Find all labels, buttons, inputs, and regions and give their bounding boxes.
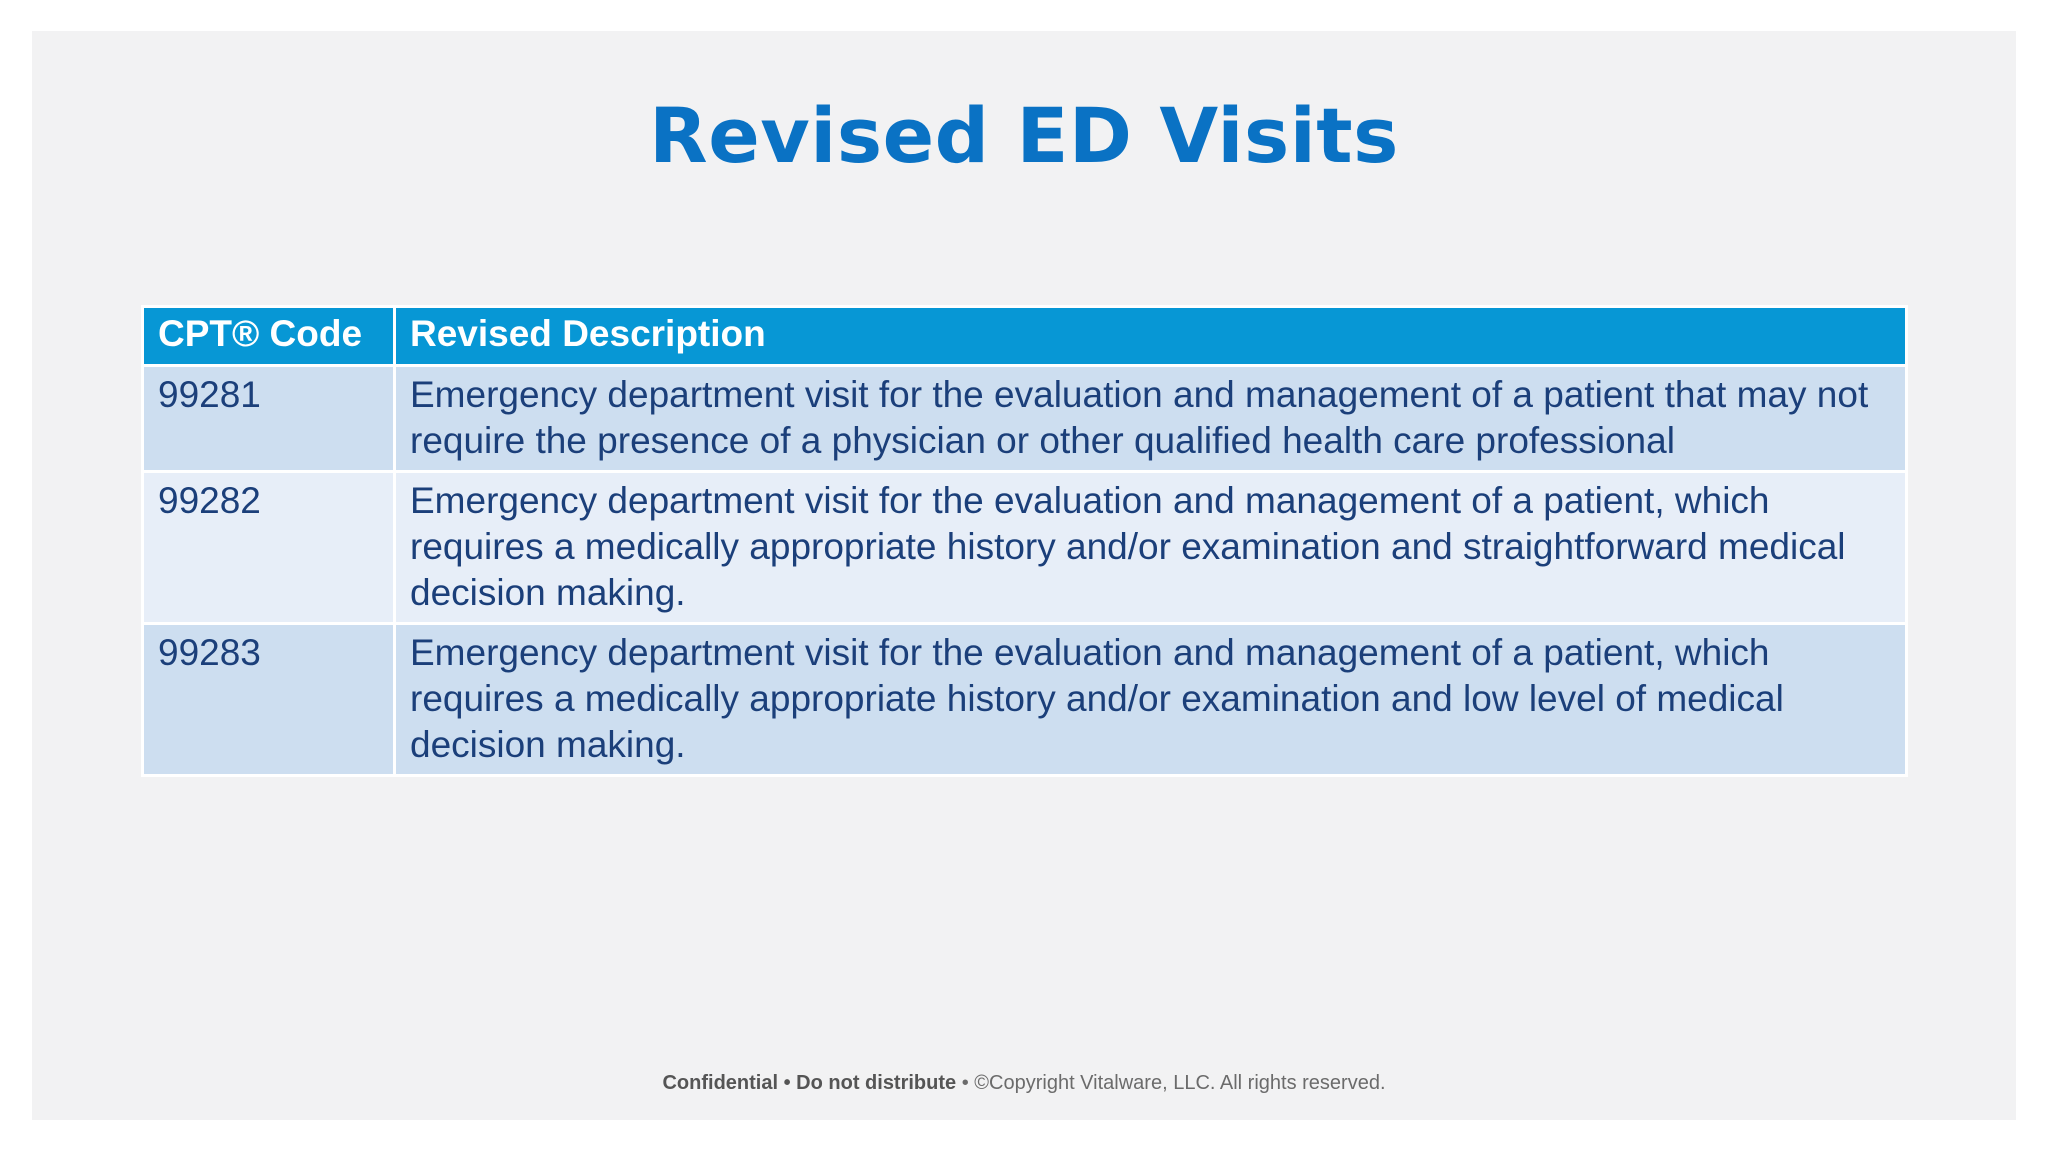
table-row [143, 472, 1907, 624]
cpt-code-cell: 99281 [143, 366, 395, 472]
cpt-code-cell: 99283 [143, 624, 395, 776]
footer-separator: • [783, 1072, 791, 1094]
table-row [143, 624, 1907, 776]
cpt-table [141, 305, 1908, 777]
slide [32, 31, 2016, 1120]
footer [32, 1072, 2016, 1095]
header-cpt-code: CPT® Code [143, 307, 395, 366]
footer-copyright: ©Copyright Vitalware, LLC. All rights reserved. [974, 1072, 1386, 1094]
table-header-row [143, 307, 1907, 366]
slide-title: Revised ED Visits [649, 91, 1399, 180]
footer-separator: • [961, 1072, 969, 1094]
header-revised-description: Revised Description [395, 307, 1907, 366]
description-cell: Emergency department visit for the evaluation and management of a patient that may not require the presence of a physician or other qualified health care professional [395, 366, 1907, 472]
description-cell: Emergency department visit for the evaluation and management of a patient, which requires a medically appropriate history and/or examination and low level of medical decision making. [395, 624, 1907, 776]
footer-confidential: Confidential [662, 1072, 779, 1094]
table-row [143, 366, 1907, 472]
description-cell: Emergency department visit for the evaluation and management of a patient, which requires a medically appropriate history and/or examination and straightforward medical decision making. [395, 472, 1907, 624]
footer-do-not-distribute: Do not distribute [796, 1072, 957, 1094]
cpt-code-cell: 99282 [143, 472, 395, 624]
